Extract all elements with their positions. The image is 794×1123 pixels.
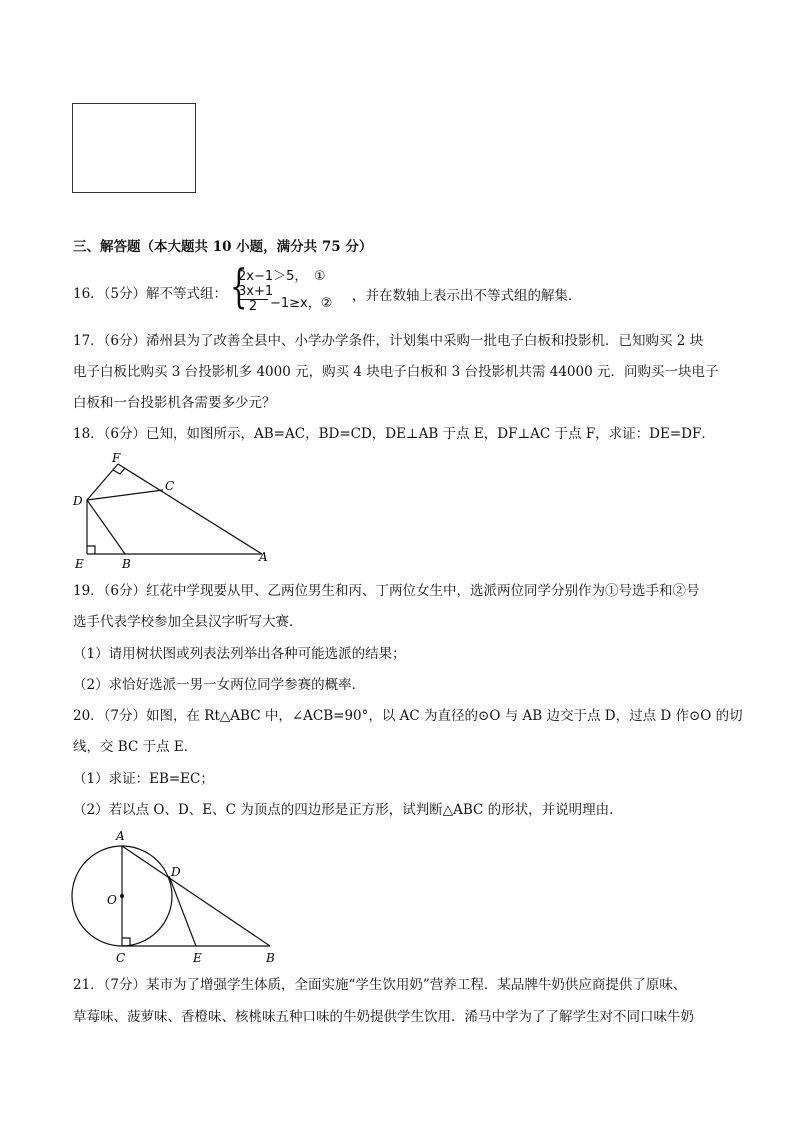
q16-fraction [238, 284, 274, 314]
q20-circle-figure [66, 826, 286, 966]
brace-symbol: { [230, 259, 248, 313]
right-angle-mark-E [87, 546, 95, 554]
right-angle-mark-F [113, 468, 125, 474]
label-D: D [73, 494, 83, 508]
label-D: D [171, 865, 181, 879]
label-A: A [259, 550, 268, 564]
q16-inequality-2-rest: −1≥x，② [270, 296, 333, 311]
q17-line-3: 白板和一台投影机各需要多少元？ [73, 395, 276, 411]
right-angle-mark-C [122, 938, 130, 946]
label-E: E [75, 557, 84, 570]
figure-placeholder-box [72, 103, 196, 193]
line-DF [87, 464, 118, 500]
q20-part-2: （2）若以点 O、D、E、C 为顶点的四边形是正方形，试判断△ABC 的形状，并说明理由． [73, 802, 623, 818]
q19-part-2: （2）求恰好选派一男一女两位同学参赛的概率． [73, 677, 366, 693]
label-F: F [112, 451, 121, 465]
q16-prefix: 16．（5分）解不等式组： [73, 286, 228, 302]
q17-line-2: 电子白板比购买 3 台投影机多 4000 元，购买 4 块电子白板和 3 台投影机共需 44000 元．问购买一块电子 [73, 364, 719, 380]
q20-line-2: 线，交 BC 于点 E． [73, 739, 198, 755]
q17-line-1: 17．（6分）浠州县为了改善全县中、小学办学条件，计划集中采购一批电子白板和投影机．已知购买 2 块 [73, 333, 704, 349]
line-FA [118, 464, 262, 554]
center-point-O [120, 894, 124, 898]
q16-fraction-denominator: 2 [248, 299, 258, 314]
q16-fraction-numerator: 3x+1 [238, 284, 274, 299]
line-DC [87, 490, 163, 500]
q20-part-1: （1）求证：EB=EC； [73, 771, 214, 787]
q19-line-1: 19．（6分）红花中学现要从甲、乙两位男生和丙、丁两位女生中，选派两位同学分别作为①号选手和②号 [73, 583, 700, 599]
q21-line-1: 21．（7分）某市为了增强学生体质，全面实施“学生饮用奶”营养工程．某品牌牛奶供应商提供了原味、 [73, 977, 687, 993]
q20-line-1: 20．（7分）如图，在 Rt△ABC 中，∠ACB=90°，以 AC 为直径的⊙O 与 AB 边交于点 D，过点 D 作⊙O 的切 [73, 708, 743, 724]
q21-line-2: 草莓味、菠萝味、香橙味、核桃味五种口味的牛奶提供学生饮用．浠马中学为了了解学生对不同口味牛奶 [73, 1009, 694, 1025]
label-B: B [122, 557, 131, 570]
q16-suffix: ，并在数轴上表示出不等式组的解集． [352, 288, 582, 304]
q18-triangle-figure [66, 450, 276, 570]
q16-inequality-1: 2x−1＞5， ① [238, 269, 326, 284]
q18-line-1: 18．（6分）已知，如图所示，AB=AC，BD=CD，DE⊥AB 于点 E，DF⊥AC 于点 F，求证：DE=DF． [73, 426, 715, 442]
label-O: O [107, 893, 117, 907]
label-B: B [266, 951, 275, 965]
label-E: E [193, 951, 202, 965]
line-AB [122, 846, 270, 946]
section-heading: 三、解答题（本大题共 10 小题，满分共 75 分） [73, 239, 373, 255]
q19-part-1: （1）请用树状图或列表法列举出各种可能选派的结果； [73, 646, 406, 662]
label-C: C [116, 951, 126, 965]
label-A: A [116, 829, 125, 843]
label-C: C [165, 479, 175, 493]
q19-line-2: 选手代表学校参加全县汉字听写大赛． [73, 614, 303, 630]
